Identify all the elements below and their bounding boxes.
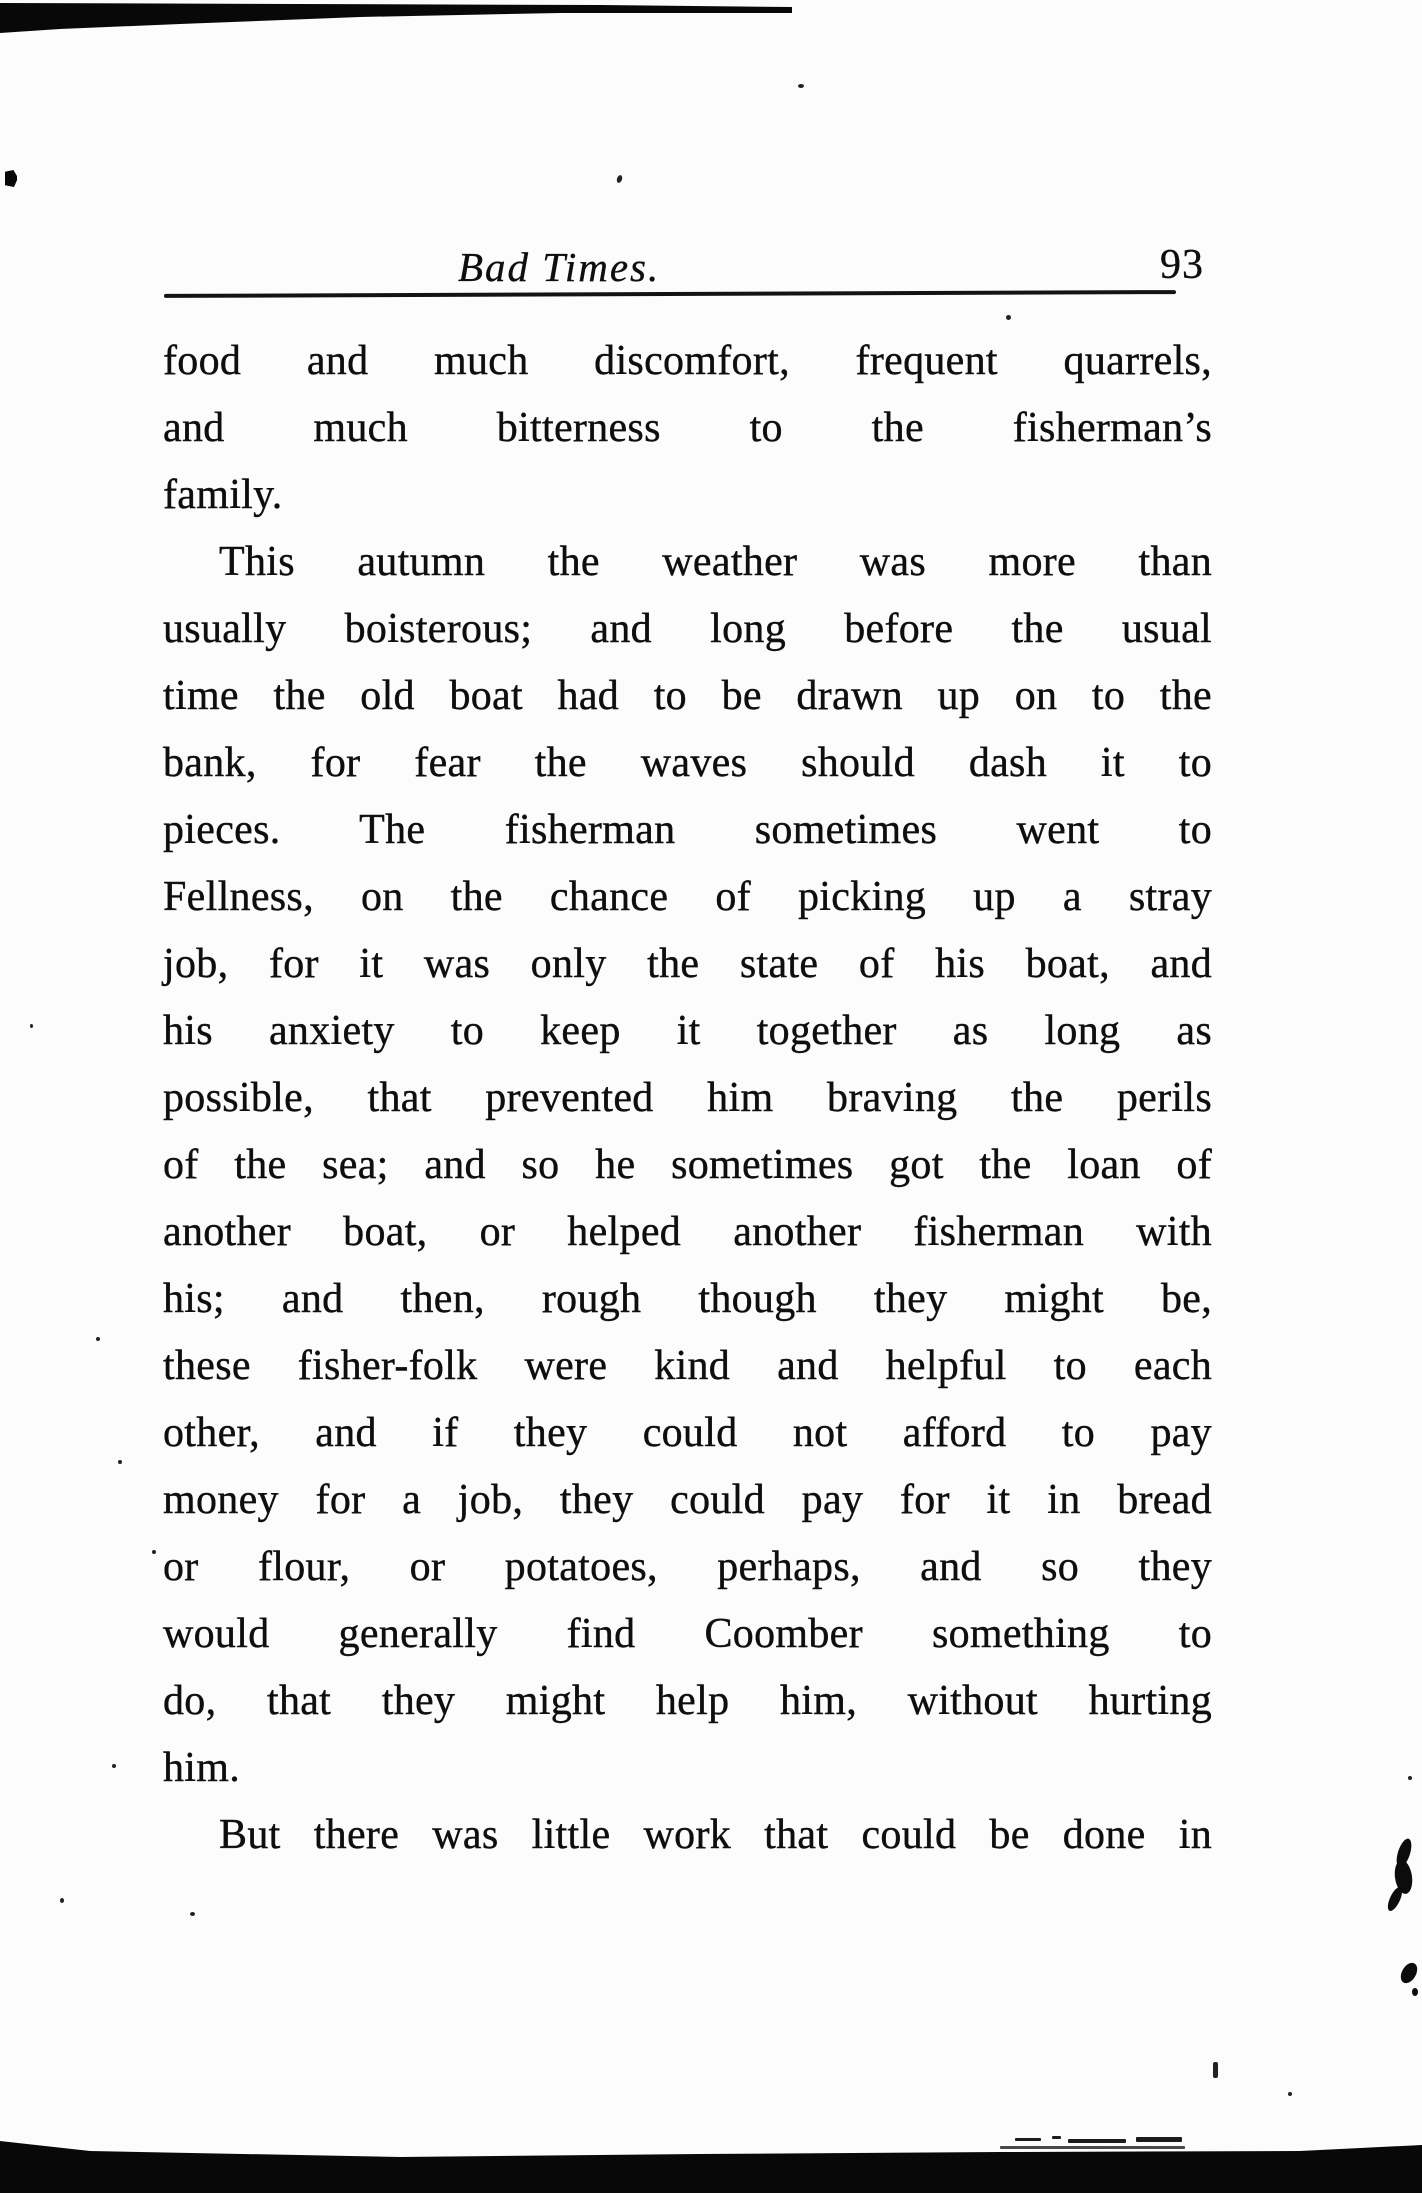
header-rule bbox=[164, 290, 1176, 298]
scan-artifact-speck bbox=[798, 84, 804, 88]
text-line: This autumn the weather was more than bbox=[219, 539, 1212, 585]
scan-artifact-speck bbox=[1006, 315, 1011, 320]
scan-artifact-speck bbox=[30, 1024, 33, 1028]
text-line: possible, that prevented him braving the perils bbox=[163, 1075, 1212, 1121]
scan-artifact-dash bbox=[1015, 2138, 1041, 2141]
scan-artifact-speck bbox=[118, 1460, 122, 1464]
scan-artifact-speck bbox=[1288, 2092, 1292, 2096]
text-line: would generally find Coomber something to bbox=[163, 1611, 1212, 1657]
text-line: time the old boat had to be drawn up on to the bbox=[163, 673, 1212, 719]
text-line: of the sea; and so he sometimes got the loan of bbox=[163, 1142, 1212, 1188]
scan-artifact-speck bbox=[152, 1550, 156, 1554]
scan-artifact-speck bbox=[96, 1337, 100, 1341]
text-line: and much bitterness to the fisherman’s bbox=[163, 405, 1212, 451]
text-line: usually boisterous; and long before the usual bbox=[163, 606, 1212, 652]
body-text bbox=[163, 328, 1212, 1869]
text-line: him. bbox=[163, 1745, 241, 1791]
text-line: Fellness, on the chance of picking up a stray bbox=[163, 874, 1212, 920]
text-line: bank, for fear the waves should dash it to bbox=[163, 740, 1212, 786]
text-line: other, and if they could not afford to pay bbox=[163, 1410, 1212, 1456]
scan-artifact-dash bbox=[1068, 2139, 1126, 2143]
scan-artifact-speck bbox=[616, 174, 623, 183]
text-line: his; and then, rough though they might be, bbox=[163, 1276, 1212, 1322]
scan-artifact-ink-blob bbox=[1385, 1885, 1405, 1913]
scan-artifact-ink-blob bbox=[1397, 1960, 1420, 1986]
scan-artifact-dash bbox=[1000, 2146, 1185, 2149]
scan-artifact-dash bbox=[1136, 2137, 1182, 2142]
text-line: do, that they might help him, without hurting bbox=[163, 1678, 1212, 1724]
scan-artifact-speck bbox=[1408, 1776, 1412, 1780]
text-line: his anxiety to keep it together as long as bbox=[163, 1008, 1212, 1054]
text-line: or flour, or potatoes, perhaps, and so they bbox=[163, 1544, 1212, 1590]
text-line: another boat, or helped another fisherman with bbox=[163, 1209, 1212, 1255]
text-line: family. bbox=[163, 472, 283, 518]
text-line: pieces. The fisherman sometimes went to bbox=[163, 807, 1212, 853]
text-line: But there was little work that could be done in bbox=[219, 1812, 1212, 1858]
text-line: food and much discomfort, frequent quarrels, bbox=[163, 338, 1212, 384]
page-number: 93 bbox=[1160, 242, 1204, 288]
scan-artifact-speck bbox=[1213, 2062, 1218, 2078]
scan-artifact-margin-mark bbox=[5, 170, 17, 187]
scan-artifact-bottom-edge bbox=[0, 2138, 1422, 2193]
scan-artifact-ink-blob bbox=[1412, 1988, 1418, 1996]
text-line: money for a job, they could pay for it in bread bbox=[163, 1477, 1212, 1523]
scan-artifact-speck bbox=[60, 1898, 64, 1903]
running-title: Bad Times. bbox=[458, 244, 661, 290]
text-line: these fisher-folk were kind and helpful to each bbox=[163, 1343, 1212, 1389]
scan-artifact-top-edge bbox=[0, 0, 800, 36]
scan-artifact-speck bbox=[190, 1912, 195, 1916]
scan-artifact-dash bbox=[1052, 2136, 1061, 2139]
scan-artifact-speck bbox=[112, 1764, 116, 1768]
text-line: job, for it was only the state of his boat, and bbox=[163, 941, 1212, 987]
